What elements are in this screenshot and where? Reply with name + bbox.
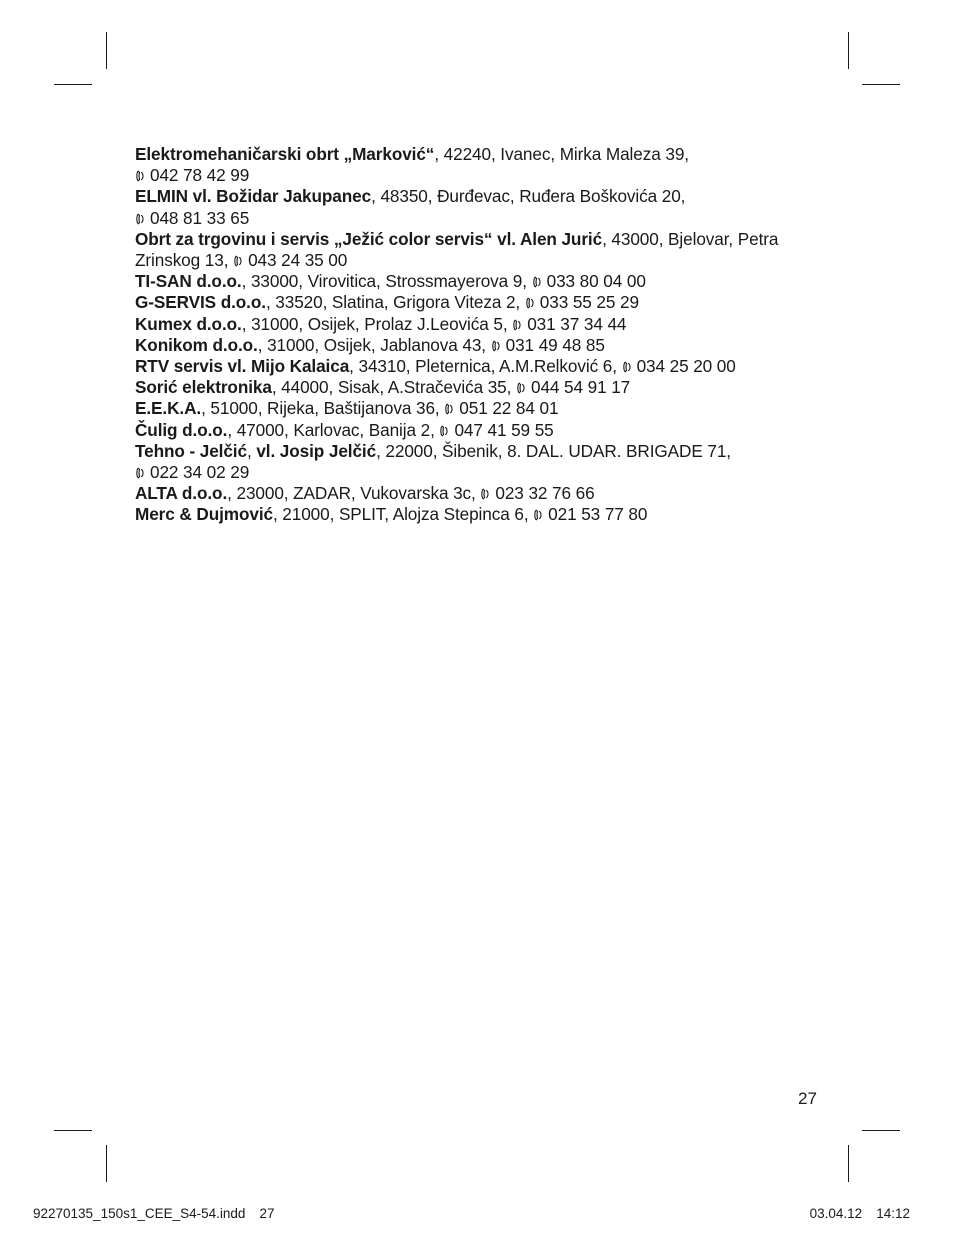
service-center-phone: 033 55 25 29 xyxy=(539,292,639,313)
service-center-entry xyxy=(135,356,825,377)
phone-handset-icon xyxy=(532,276,543,288)
service-center-name: Obrt za trgovinu i servis „Ježić color servis“ vl. Alen Jurić xyxy=(135,228,603,249)
service-center-list xyxy=(135,144,825,526)
service-center-phone: 034 25 20 00 xyxy=(636,356,736,377)
service-center-address: , 47000, Karlovac, Banija 2, xyxy=(227,419,440,440)
phone-handset-icon xyxy=(135,213,146,225)
crop-mark-bottom-right-vertical xyxy=(848,1145,849,1182)
service-center-name: G-SERVIS d.o.o. xyxy=(135,292,266,313)
crop-mark-top-right-vertical xyxy=(848,32,849,69)
service-center-phone: 044 54 91 17 xyxy=(530,377,631,398)
service-center-phone: 031 37 34 44 xyxy=(527,313,627,334)
service-center-name: TI-SAN d.o.o. xyxy=(135,271,242,292)
service-center-entry xyxy=(135,229,825,271)
service-center-entry xyxy=(135,504,825,525)
service-center-entry xyxy=(135,420,825,441)
service-center-phone: 043 24 35 00 xyxy=(248,250,348,271)
crop-mark-bottom-right-horizontal xyxy=(862,1130,900,1131)
service-center-name: Konikom d.o.o. xyxy=(135,334,258,355)
phone-handset-icon xyxy=(480,488,491,500)
service-center-address: , 44000, Sisak, A.Stračevića 35, xyxy=(271,377,516,398)
phone-handset-icon xyxy=(444,403,455,415)
footer-file-page: 27 xyxy=(259,1206,275,1221)
service-center-address: , 42240, Ivanec, Mirka Maleza 39, xyxy=(434,144,689,164)
phone-handset-icon xyxy=(439,425,450,437)
service-center-name: RTV servis vl. Mijo Kalaica xyxy=(135,356,350,377)
service-center-entry xyxy=(135,271,825,292)
service-center-address: , 21000, SPLIT, Alojza Stepinca 6, xyxy=(272,504,534,525)
service-center-entry xyxy=(135,144,825,186)
footer-timestamp xyxy=(810,1206,910,1221)
service-center-address: , 51000, Rijeka, Baštijanova 36, xyxy=(201,398,445,419)
service-center-address: , 43000, Bjelovar, Petra Zrinskog 13, xyxy=(135,228,779,271)
service-center-entry xyxy=(135,377,825,398)
service-center-phone: 048 81 33 65 xyxy=(150,207,250,228)
service-center-address: , 34310, Pleternica, A.M.Relković 6, xyxy=(349,356,622,377)
phone-handset-icon xyxy=(135,170,146,182)
service-center-entry xyxy=(135,186,825,228)
phone-handset-icon xyxy=(622,361,633,373)
footer-file-name: 92270135_150s1_CEE_S4-54.indd xyxy=(33,1206,246,1221)
crop-mark-top-left-vertical xyxy=(106,32,107,69)
service-center-name: Čulig d.o.o. xyxy=(135,419,228,440)
service-center-name: ALTA d.o.o. xyxy=(135,483,228,504)
crop-mark-top-left-horizontal xyxy=(54,84,92,85)
service-center-phone: 021 53 77 80 xyxy=(548,504,648,525)
service-center-owner: vl. Josip Jelčić xyxy=(256,440,377,461)
service-center-address: , 31000, Osijek, Jablanova 43, xyxy=(257,334,491,355)
phone-handset-icon xyxy=(533,509,544,521)
service-center-address: , 31000, Osijek, Prolaz J.Leovića 5, xyxy=(241,313,513,334)
service-center-entry xyxy=(135,314,825,335)
crop-mark-top-right-horizontal xyxy=(862,84,900,85)
service-center-phone: 033 80 04 00 xyxy=(546,271,646,292)
service-center-phone: 022 34 02 29 xyxy=(150,462,250,483)
page-number: 27 xyxy=(798,1089,817,1108)
service-center-address: , 48350, Đurđevac, Ruđera Boškovića 20, xyxy=(371,186,686,207)
service-center-entry xyxy=(135,483,825,504)
phone-handset-icon xyxy=(233,255,244,267)
service-center-entry xyxy=(135,441,825,483)
phone-handset-icon xyxy=(135,467,146,479)
service-center-phone: 051 22 84 01 xyxy=(459,398,559,419)
service-center-name: Tehno - Jelčić xyxy=(135,440,247,461)
phone-handset-icon xyxy=(525,297,536,309)
footer-file-info xyxy=(33,1206,274,1221)
phone-handset-icon xyxy=(516,382,527,394)
service-center-phone: 031 49 48 85 xyxy=(505,334,605,355)
crop-mark-bottom-left-vertical xyxy=(106,1145,107,1182)
service-center-phone: 047 41 59 55 xyxy=(454,419,554,440)
service-center-address: , 33520, Slatina, Grigora Viteza 2, xyxy=(265,292,525,313)
service-center-entry xyxy=(135,335,825,356)
service-center-name: ELMIN vl. Božidar Jakupanec xyxy=(135,186,372,207)
service-center-entry xyxy=(135,398,825,419)
service-center-address: , 22000, Šibenik, 8. DAL. UDAR. BRIGADE 71, xyxy=(376,440,731,461)
name-separator: , xyxy=(246,440,257,461)
service-center-name: Kumex d.o.o. xyxy=(135,313,242,334)
phone-handset-icon xyxy=(512,319,523,331)
service-center-name: Elektromehaničarski obrt „Marković“ xyxy=(135,144,435,164)
service-center-name: E.E.K.A. xyxy=(135,398,202,419)
service-center-entry xyxy=(135,292,825,313)
footer-time: 14:12 xyxy=(876,1206,910,1221)
crop-mark-bottom-left-horizontal xyxy=(54,1130,92,1131)
service-center-address: , 33000, Virovitica, Strossmayerova 9, xyxy=(241,271,532,292)
footer-date: 03.04.12 xyxy=(809,1206,863,1221)
service-center-name: Merc & Dujmović xyxy=(135,504,273,525)
service-center-phone: 023 32 76 66 xyxy=(495,483,595,504)
service-center-phone: 042 78 42 99 xyxy=(150,165,250,186)
service-center-address: , 23000, ZADAR, Vukovarska 3c, xyxy=(227,483,481,504)
service-center-name: Sorić elektronika xyxy=(135,377,272,398)
phone-handset-icon xyxy=(491,340,502,352)
